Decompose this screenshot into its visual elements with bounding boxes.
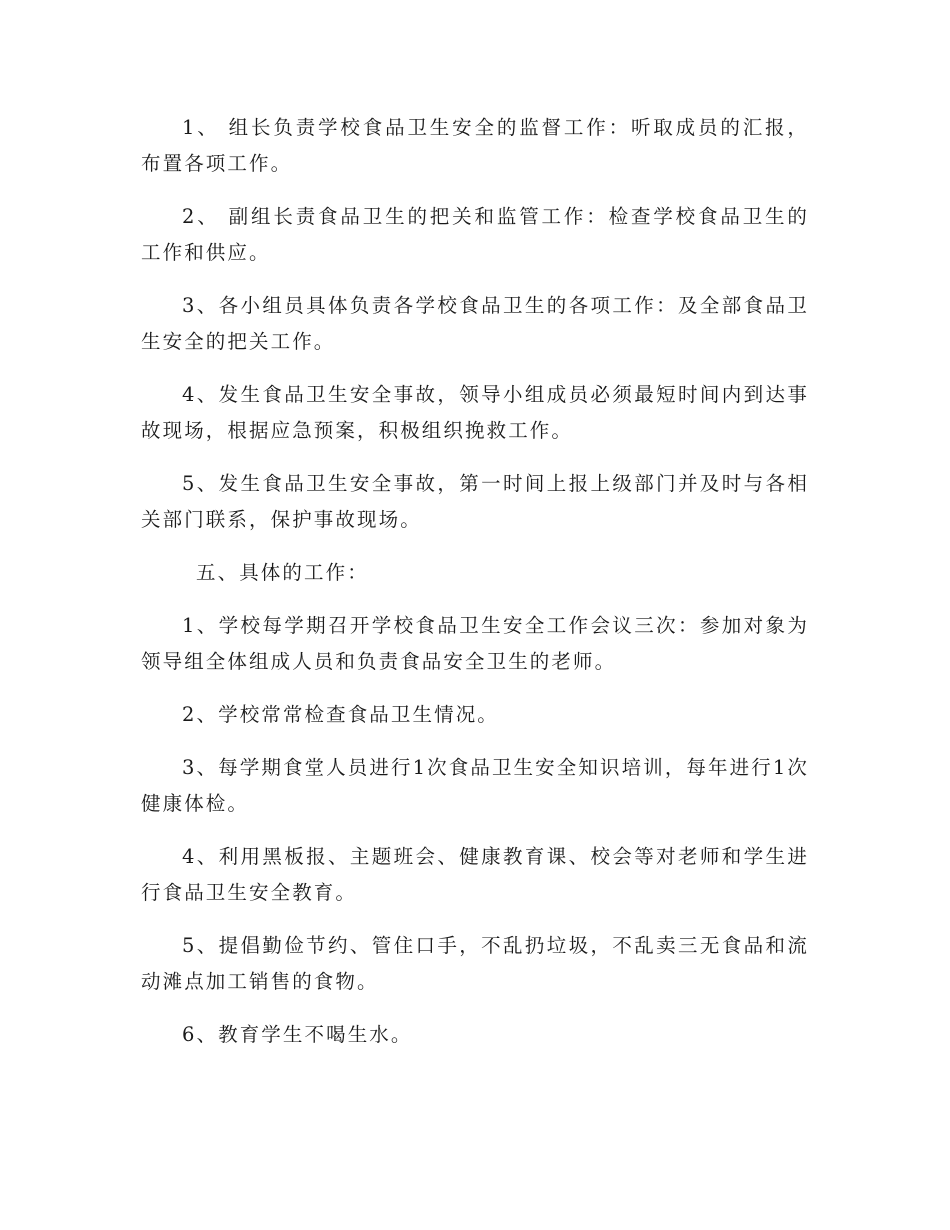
paragraph-work-1: 1、学校每学期召开学校食品卫生安全工作会议三次：参加对象为领导组全体组成人员和负责食品安全卫生的老师。 [141, 614, 809, 673]
paragraph-work-2: 2、学校常常检查食品卫生情况。 [182, 703, 499, 726]
paragraph-work-6: 6、教育学生不喝生水。 [182, 1023, 413, 1046]
paragraph-duty-1: 1、 组长负责学校食品卫生安全的监督工作：听取成员的汇报，布置各项工作。 [141, 116, 809, 175]
paragraph-work-4: 4、利用黑板报、主题班会、健康教育课、校会等对老师和学生进行食品卫生安全教育。 [141, 845, 809, 904]
paragraph-duty-3: 3、各小组员具体负责各学校食品卫生的各项工作：及全部食品卫生安全的把关工作。 [141, 294, 809, 353]
paragraph-duty-5: 5、发生食品卫生安全事故，第一时间上报上级部门并及时与各相关部门联系，保护事故现场。 [141, 472, 809, 531]
section-heading: 五、具体的工作： [196, 561, 369, 584]
paragraph-work-3: 3、每学期食堂人员进行1次食品卫生安全知识培训，每年进行1次健康体检。 [141, 756, 809, 815]
document-body [141, 110, 809, 1053]
paragraph-duty-4: 4、发生食品卫生安全事故，领导小组成员必须最短时间内到达事故现场，根据应急预案，积极组织挽救工作。 [141, 383, 809, 442]
paragraph-duty-2: 2、 副组长责食品卫生的把关和监管工作：检查学校食品卫生的工作和供应。 [141, 205, 809, 264]
paragraph-work-5: 5、提倡勤俭节约、管住口手，不乱扔垃圾，不乱卖三无食品和流动滩点加工销售的食物。 [141, 934, 809, 993]
